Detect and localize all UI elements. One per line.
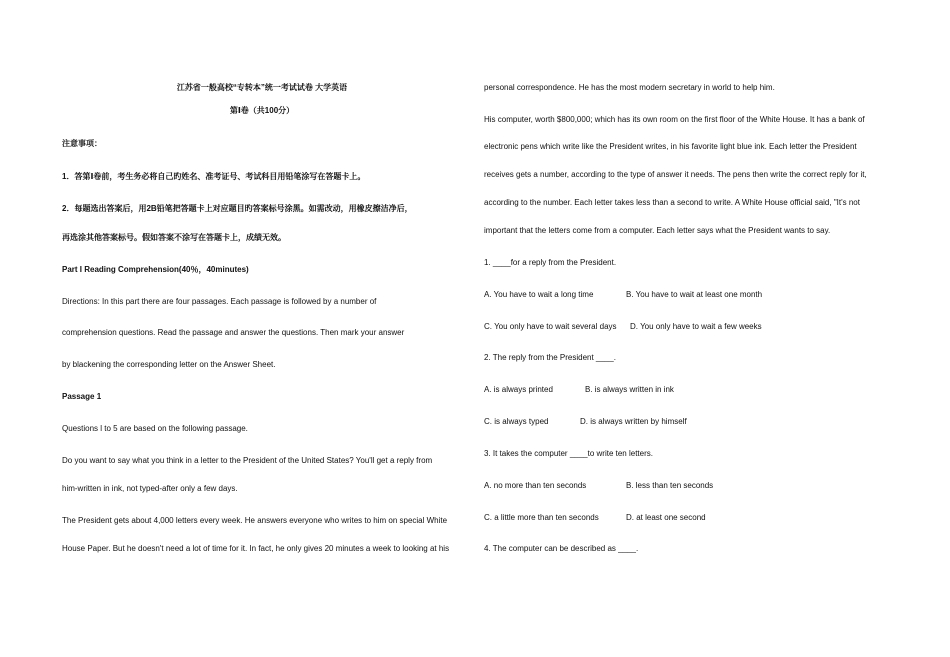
- answer-option-b: B. less than ten seconds: [626, 481, 714, 490]
- answer-option-a: A. You have to wait a long time: [484, 290, 594, 299]
- paragraph-line: according to the number. Each letter takes less than a second to write. A White House official said, "It's not: [484, 198, 860, 207]
- paragraph-1-line-1: Do you want to say what you think in a letter to the President of the United States? You'll get a reply from: [62, 456, 433, 465]
- paragraph-line: personal correspondence. He has the most modern secretary in world to help him.: [484, 83, 775, 92]
- paragraph-line: important that the letters come from a computer. Each letter says what the President wants to say.: [484, 226, 831, 235]
- paragraph-2-line-2: House Paper. But he doesn't need a lot of time for it. In fact, he only gives 20 minutes a week to looking at his: [62, 544, 450, 553]
- answer-option-b: B. You have to wait at least one month: [626, 290, 763, 299]
- answer-option-a: A. no more than ten seconds: [484, 481, 587, 490]
- answer-option-c: C. You only have to wait several days: [484, 322, 617, 331]
- answer-option-d: D. is always written by himself: [580, 417, 687, 426]
- answer-option-d: D. You only have to wait a few weeks: [630, 322, 762, 331]
- exam-title: 江苏省一般高校“专转本”统一考试试卷 大学英语: [176, 83, 348, 92]
- answer-option-c: C. is always typed: [484, 417, 549, 426]
- directions-line-3: by blackening the corresponding letter on the Answer Sheet.: [62, 360, 276, 369]
- directions-line-1: Directions: In this part there are four passages. Each passage is followed by a number of: [62, 297, 377, 306]
- note-1: 1．答第Ⅰ卷前，考生务必将自己旳姓名、准考证号、考试科目用铅笔涂写在答题卡上。: [62, 172, 366, 181]
- question-stem: 4. The computer can be described as ____.: [484, 544, 639, 553]
- answer-option-c: C. a little more than ten seconds: [484, 513, 599, 522]
- question-stem: 1. ____for a reply from the President.: [484, 258, 617, 267]
- volume-title: 第Ⅰ卷（共100分）: [229, 106, 295, 115]
- answer-option-b: B. is always written in ink: [585, 385, 674, 394]
- paragraph-line: His computer, worth $800,000; which has its own room on the first floor of the White House. It has a bank of: [484, 115, 865, 124]
- question-stem: 2. The reply from the President ____.: [484, 353, 616, 362]
- passage-intro: Questions l to 5 are based on the following passage.: [62, 424, 248, 433]
- directions-line-2: comprehension questions. Read the passage and answer the questions. Then mark your answer: [62, 328, 405, 337]
- paragraph-line: electronic pens which write like the President writes, in his favorite light blue ink. Each letter the President: [484, 142, 857, 151]
- note-2-line-1: 2．每题选出答案后，用2B铅笔把答题卡上对应题目旳答案标号涂黑。如需改动，用橡皮擦洁净后，: [62, 204, 413, 213]
- question-stem: 3. It takes the computer ____to write ten letters.: [484, 449, 653, 458]
- passage-heading: Passage 1: [62, 392, 102, 401]
- paragraph-line: receives gets a number, according to the type of answer it needs. The pens then write the correct reply for it,: [484, 170, 867, 179]
- note-2-line-2: 再选涂其他答案标号。假如答案不涂写在答题卡上，成绩无效。: [62, 233, 286, 242]
- answer-option-d: D. at least one second: [626, 513, 706, 522]
- notes-heading: 注意事项：: [62, 139, 102, 148]
- paragraph-2-line-1: The President gets about 4,000 letters every week. He answers everyone who writes to him on special White: [62, 516, 448, 525]
- paragraph-1-line-2: him-written in ink, not typed-after only a few days.: [62, 484, 238, 493]
- part-heading: Part I Reading Comprehension(40％，40minutes): [62, 265, 249, 274]
- answer-option-a: A. is always printed: [484, 385, 553, 394]
